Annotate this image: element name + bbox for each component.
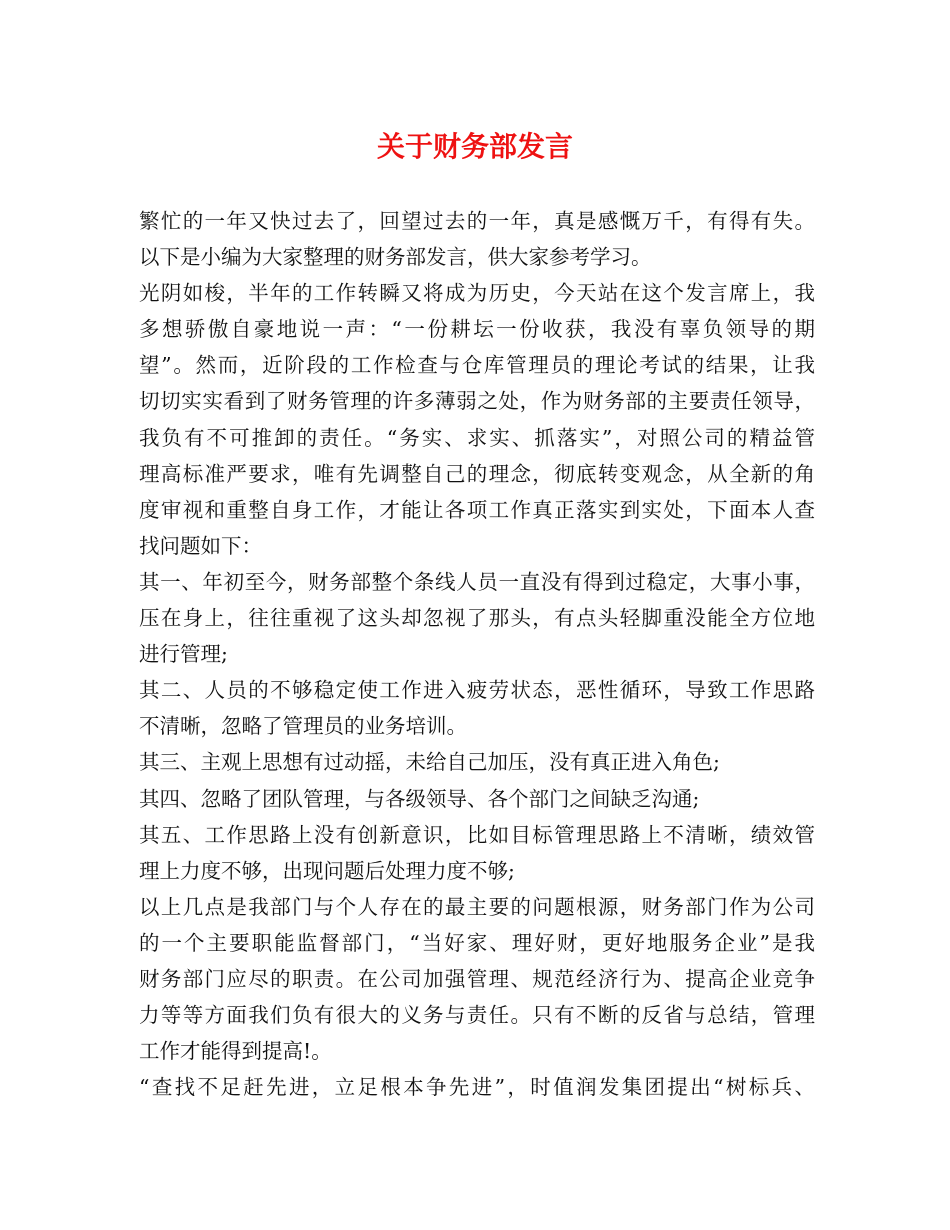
text-line: 找问题如下： — [139, 533, 262, 558]
text-line: 其三、主观上思想有过动摇，未给自己加压，没有真正进入角色; — [139, 750, 720, 775]
text-line: 其一、年初至今，财务部整个条线人员一直没有得到过稳定，大事小事， — [139, 569, 815, 594]
document-body — [139, 203, 815, 1105]
text-line: “查找不足赶先进，立足根本争先进”，时值润发集团提出“树标兵、 — [139, 1075, 815, 1100]
text-line: 繁忙的一年又快过去了，回望过去的一年，真是感慨万千，有得有失。 — [139, 209, 815, 233]
text-line: 光阴如梭，半年的工作转瞬又将成为历史，今天站在这个发言席上，我 — [139, 281, 815, 306]
text-line: 其四、忽略了团队管理，与各级领导、各个部门之间缺乏沟通; — [139, 786, 700, 811]
text-line: 压在身上，往往重视了这头却忽视了那头，有点头轻脚重没能全方位地 — [139, 606, 815, 631]
text-line: 财务部门应尽的职责。在公司加强管理、规范经济行为、提高企业竞争 — [139, 966, 815, 991]
text-line: 理上力度不够，出现问题后处理力度不够; — [139, 858, 515, 883]
text-line: 以下是小编为大家整理的财务部发言，供大家参考学习。 — [139, 245, 652, 270]
text-line: 不清晰，忽略了管理员的业务培训。 — [139, 714, 467, 739]
text-line: 理高标准严要求，唯有先调整自己的理念，彻底转变观念，从全新的角 — [139, 461, 815, 486]
text-line: 的一个主要职能监督部门，“当好家、理好财，更好地服务企业”是我 — [139, 930, 815, 955]
text-line: 望”。然而，近阶段的工作检查与仓库管理员的理论考试的结果，让我 — [139, 353, 815, 378]
text-line: 切切实实看到了财务管理的许多薄弱之处，作为财务部的主要责任领导， — [139, 389, 815, 414]
text-line: 以上几点是我部门与个人存在的最主要的问题根源，财务部门作为公司 — [139, 894, 815, 919]
text-line: 我负有不可推卸的责任。“务实、求实、抓落实”，对照公司的精益管 — [139, 425, 815, 450]
document-title: 关于财务部发言 — [376, 130, 573, 163]
text-line: 其五、工作思路上没有创新意识，比如目标管理思路上不清晰，绩效管 — [139, 822, 815, 847]
text-line: 多想骄傲自豪地说一声：“一份耕坛一份收获，我没有辜负领导的期 — [139, 317, 815, 342]
text-line: 工作才能得到提高!。 — [139, 1039, 332, 1064]
text-line: 其二、人员的不够稳定使工作进入疲劳状态，恶性循环，导致工作思路 — [139, 678, 815, 703]
text-line: 力等等方面我们负有很大的义务与责任。只有不断的反省与总结，管理 — [139, 1003, 815, 1028]
text-line: 度审视和重整自身工作，才能让各项工作真正落实到实处，下面本人查 — [139, 497, 815, 522]
text-line: 进行管理; — [139, 642, 228, 667]
